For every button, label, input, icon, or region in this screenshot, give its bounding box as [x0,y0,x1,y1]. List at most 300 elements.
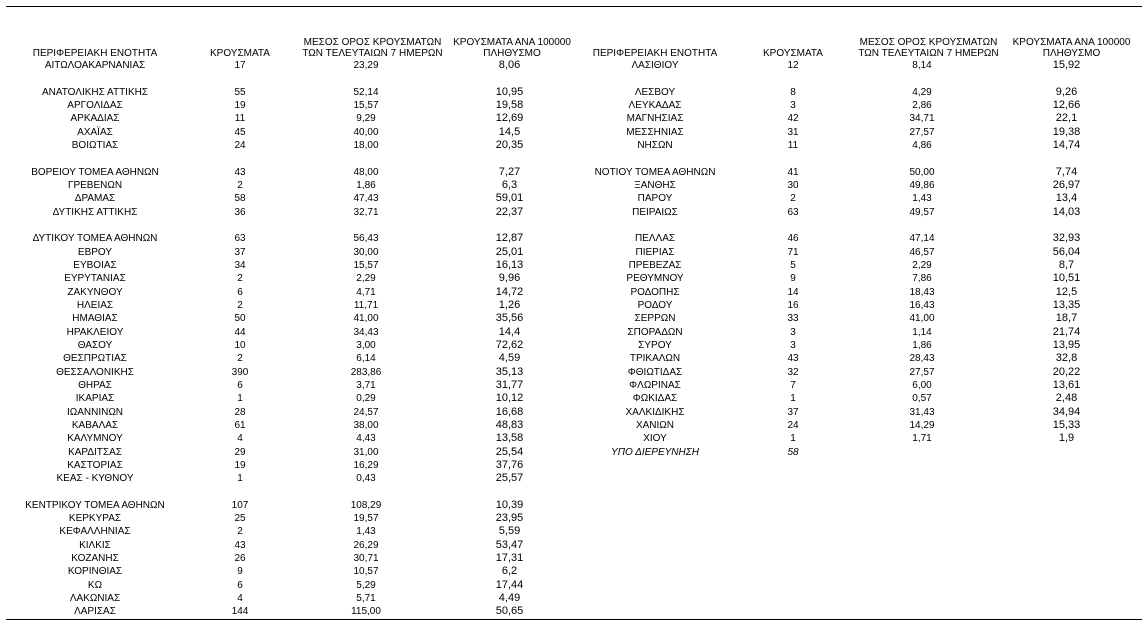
cell-cases: 9 [237,566,243,578]
header-cases-right: ΚΡΟΥΣΜΑΤΑ [763,48,823,59]
cell-per: 16,68 [495,405,524,418]
cell-avg: 18,00 [353,139,379,151]
cell-name: ΚΕΝΤΡΙΚΟΥ ΤΟΜΕΑ ΑΘΗΝΩΝ [25,499,165,511]
cell-name: ΚΕΦΑΛΛΗΝΙΑΣ [59,526,131,538]
header-avg7-left: ΜΕΣΟΣ ΟΡΟΣ ΚΡΟΥΣΜΑΤΩΝ ΤΩΝ ΤΕΛΕΥΤΑΙΩΝ 7 ΗΜΕΡΩΝ [302,37,443,59]
cell-per: 19,58 [495,98,524,111]
cell-name: ΦΛΩΡΙΝΑΣ [629,379,681,391]
table-row [0,552,577,565]
table-row [0,472,577,485]
cell-per: 25,54 [495,445,524,458]
cell-avg [290,219,442,232]
cell-name [0,152,190,165]
cell-name: ΦΩΚΙΔΑΣ [632,393,678,405]
cell-per: 6,3 [501,178,518,191]
table-row [0,246,577,259]
cell-cases: 63 [787,206,799,218]
table-row [0,419,577,432]
cell-avg: 16,29 [353,459,379,471]
cell-cases: 37 [787,406,799,418]
cell-avg: 49,57 [909,206,935,218]
cell-name: ΑΡΚΑΔΙΑΣ [70,113,120,125]
cell-cases: 3 [790,339,796,351]
cell-cases: 19 [234,99,246,111]
table-row [0,512,577,525]
table-row [0,579,577,592]
cell-name: ΔΡΑΜΑΣ [74,193,116,205]
cell-per: 26,97 [1052,178,1081,191]
cell-cases: 12 [787,60,799,71]
cell-name: ΕΥΒΟΙΑΣ [73,259,117,271]
table-row [0,219,577,232]
table-row [0,432,577,445]
table-row [0,206,577,219]
cell-cases: 55 [234,86,246,98]
table-row [570,99,1135,112]
cell-name: ΔΥΤΙΚΗΣ ΑΤΤΙΚΗΣ [52,206,138,218]
cell-cases: 63 [234,233,246,245]
table-row [570,432,1135,445]
cell-per: 14,72 [495,285,524,298]
table-row [0,72,577,85]
table-row [570,126,1135,139]
cell-per: 2,48 [1055,392,1078,405]
cell-per: 8,06 [498,59,521,71]
table-row [570,259,1135,272]
table-row [0,352,577,365]
table-row [570,419,1135,432]
cell-avg: 9,29 [356,113,376,125]
cell-avg: 41,00 [353,313,379,325]
cell-per: 32,93 [1052,232,1081,245]
cell-avg [290,72,442,85]
cell-name: ΕΒΡΟΥ [77,246,113,258]
cell-cases: 43 [234,539,246,551]
header-region-right: ΠΕΡΙΦΕΡΕΙΑΚΗ ΕΝΟΤΗΤΑ [592,48,718,59]
cell-cases: 71 [787,246,799,258]
cell-cases: 32 [787,366,799,378]
cell-cases: 24 [234,139,246,151]
cell-avg: 31,43 [909,406,935,418]
table-row [0,486,577,499]
cell-avg: 1,86 [356,179,376,191]
cell-name: ΗΛΕΙΑΣ [76,299,114,311]
cell-per: 50,65 [495,605,524,618]
cell-per: 12,66 [1052,98,1081,111]
table-row [0,539,577,552]
cell-cases: 16 [787,299,799,311]
cell-avg: 50,00 [909,166,935,178]
cell-per: 13,35 [1052,298,1081,311]
cell-per: 13,58 [495,432,524,445]
cell-name [0,219,190,232]
cell-avg: 6,14 [356,353,376,365]
cell-name: ΥΠΟ ΔΙΕΡΕΥΝΗΣΗ [611,446,699,458]
cell-name: ΦΘΙΩΤΙΔΑΣ [627,366,683,378]
cell-per [442,152,577,165]
cell-avg: 34,43 [353,326,379,338]
cell-name: ΝΗΣΩΝ [637,139,673,151]
cell-avg: 3,71 [356,379,376,391]
table-row [570,139,1135,152]
cell-per [998,446,1135,459]
table-row [570,286,1135,299]
cell-per: 48,83 [495,418,524,431]
cell-name: ΣΥΡΟΥ [638,339,672,351]
header-avg7-right: ΜΕΣΟΣ ΟΡΟΣ ΚΡΟΥΣΜΑΤΩΝ ΤΩΝ ΤΕΛΕΥΤΑΙΩΝ 7 ΗΜΕΡΩΝ [858,37,999,59]
left-table [0,59,577,619]
cell-per: 7,74 [1055,165,1078,178]
cell-per [998,152,1135,165]
table-row [0,192,577,205]
cell-cases: 390 [231,366,249,378]
cell-avg: 27,57 [909,366,935,378]
cell-per: 37,76 [495,458,524,471]
cell-per: 72,62 [495,338,524,351]
cell-name: ΚΕΑΣ - ΚΥΘΝΟΥ [56,473,134,485]
cell-per: 1,26 [498,298,521,311]
cell-avg: 56,43 [353,233,379,245]
cell-name: ΡΟΔΟΠΗΣ [630,286,680,298]
table-row [570,392,1135,405]
cell-per: 34,94 [1052,405,1081,418]
cell-avg: 31,00 [353,446,379,458]
cell-cases: 24 [787,419,799,431]
cell-per: 1,9 [1058,432,1075,445]
cell-cases: 2 [237,526,243,538]
table-row [0,379,577,392]
cell-name: ΠΙΕΡΙΑΣ [635,246,675,258]
cell-avg: 4,86 [912,139,932,151]
cell-name: ΚΑΣΤΟΡΙΑΣ [67,459,123,471]
table-row [0,605,577,618]
cell-avg: 19,57 [353,513,379,525]
cell-avg [290,486,442,499]
cell-name: ΖΑΚΥΝΘΟΥ [67,286,123,298]
cell-cases [740,219,846,232]
cell-avg: 26,29 [353,539,379,551]
cell-avg: 115,00 [351,606,381,618]
cell-per: 9,96 [498,272,521,285]
cell-per: 32,8 [1055,352,1078,365]
table-row [570,366,1135,379]
cell-name: ΘΕΣΠΡΩΤΙΑΣ [63,353,127,365]
cell-name: ΚΟΡΙΝΘΙΑΣ [67,566,123,578]
cell-cases [190,152,290,165]
cell-name: ΚΑΡΔΙΤΣΑΣ [68,446,122,458]
cell-avg: 38,00 [353,419,379,431]
table-row [0,286,577,299]
cell-cases: 26 [234,553,246,565]
cell-per: 10,51 [1052,272,1081,285]
cell-cases: 61 [234,419,246,431]
cell-cases: 25 [234,513,246,525]
table-row [570,326,1135,339]
cell-avg: 16,43 [909,299,935,311]
table-row [0,312,577,325]
cell-avg: 0,57 [912,393,932,405]
cell-cases: 2 [237,273,243,285]
cell-per: 7,27 [498,165,521,178]
cell-per: 8,7 [1058,258,1075,271]
cell-name: ΙΚΑΡΙΑΣ [75,393,115,405]
cell-per: 4,49 [498,592,521,605]
cell-per: 20,35 [495,138,524,151]
table-row [570,152,1135,165]
cell-name: ΚΩ [87,579,103,591]
cell-name: ΘΗΡΑΣ [78,379,112,391]
cell-avg: 2,29 [356,273,376,285]
cell-cases: 1 [237,473,243,485]
cell-avg: 283,86 [350,366,382,378]
cell-name: ΑΙΤΩΛΟΑΚΑΡΝΑΝΙΑΣ [44,60,146,71]
cell-name: ΑΡΓΟΛΙΔΑΣ [67,99,123,111]
table-row [570,246,1135,259]
table-row [0,525,577,538]
cell-avg: 108,29 [350,499,382,511]
cell-name: ΣΕΡΡΩΝ [634,313,676,325]
cell-avg: 2,29 [912,259,932,271]
cell-name: ΚΑΒΑΛΑΣ [71,419,119,431]
table-row [0,366,577,379]
table-row [0,406,577,419]
cell-per: 21,74 [1052,325,1081,338]
cell-per: 25,57 [495,472,524,485]
table-row [570,192,1135,205]
cell-name: ΛΕΣΒΟΥ [634,86,676,98]
cell-name: ΝΟΤΙΟΥ ΤΟΜΕΑ ΑΘΗΝΩΝ [594,166,716,178]
table-row [570,446,1135,459]
cell-per: 9,26 [1055,85,1078,98]
cell-cases: 58 [234,193,246,205]
cell-per: 13,61 [1052,378,1081,391]
cell-avg: 11,71 [353,299,379,311]
table-row [0,459,577,472]
table-row [570,59,1135,72]
cell-cases: 8 [790,86,796,98]
cell-name: ΘΑΣΟΥ [77,339,113,351]
cell-avg [290,152,442,165]
table-row [570,272,1135,285]
cell-name: ΘΕΣΣΑΛΟΝΙΚΗΣ [56,366,134,378]
cell-avg: 41,00 [909,313,935,325]
cell-per: 56,04 [1052,245,1081,258]
cell-avg: 40,00 [353,126,379,138]
cell-cases: 7 [790,379,796,391]
cell-per: 14,5 [498,125,521,138]
cell-name: ΛΕΥΚΑΔΑΣ [628,99,682,111]
cell-cases: 19 [234,459,246,471]
cell-avg: 1,43 [356,526,376,538]
cell-per [442,486,577,499]
cell-cases: 34 [234,259,246,271]
cell-cases [740,72,846,85]
table-row [0,299,577,312]
cell-name: ΕΥΡΥΤΑΝΙΑΣ [64,273,126,285]
cell-avg [846,72,998,85]
cell-avg: 15,57 [353,259,379,271]
cell-per: 59,01 [495,192,524,205]
cell-per: 18,7 [1055,312,1078,325]
cell-cases [190,72,290,85]
cell-name: ΡΕΘΥΜΝΟΥ [626,273,684,285]
cell-avg [846,446,998,459]
cell-avg: 18,43 [909,286,935,298]
cell-per: 14,74 [1052,138,1081,151]
cell-per [998,72,1135,85]
cell-avg: 15,57 [353,99,379,111]
cell-cases: 44 [234,326,246,338]
table-row [0,99,577,112]
cell-avg: 14,29 [909,419,935,431]
cell-name: ΤΡΙΚΑΛΩΝ [629,353,681,365]
cell-name: ΠΕΛΛΑΣ [634,233,676,245]
table-row [0,392,577,405]
cell-avg: 4,43 [356,433,376,445]
cell-per [442,219,577,232]
cell-name: ΜΕΣΣΗΝΙΑΣ [626,126,684,138]
cell-cases: 36 [234,206,246,218]
table-row [0,152,577,165]
cell-avg [846,152,998,165]
cell-cases: 144 [231,606,249,618]
cell-cases: 2 [237,353,243,365]
table-row [0,139,577,152]
table-row [570,112,1135,125]
cell-per: 35,13 [495,365,524,378]
cell-avg: 1,71 [912,433,932,445]
header-cases-left: ΚΡΟΥΣΜΑΤΑ [210,48,270,59]
table-row [570,219,1135,232]
cell-name: ΠΑΡΟΥ [637,193,673,205]
cell-avg: 46,57 [909,246,935,258]
cell-cases: 58 [787,446,799,458]
cell-cases: 5 [790,259,796,271]
cell-name: ΓΡΕΒΕΝΩΝ [67,179,123,191]
cell-per: 4,59 [498,352,521,365]
cell-name: ΚΙΛΚΙΣ [79,539,111,551]
cell-per: 20,22 [1052,365,1081,378]
cell-cases: 28 [234,406,246,418]
table-row [0,179,577,192]
cell-cases: 11 [234,113,246,125]
cell-cases [740,152,846,165]
top-rule [6,6,1142,7]
table-row [0,166,577,179]
cell-per [998,219,1135,232]
cell-cases: 14 [787,286,799,298]
cell-per: 22,37 [495,205,524,218]
cell-name [0,72,190,85]
cell-per: 35,56 [495,312,524,325]
cell-name: ΗΜΑΘΙΑΣ [72,313,118,325]
cell-name: ΧΑΛΚΙΔΙΚΗΣ [625,406,685,418]
table-row [570,179,1135,192]
table-row [0,446,577,459]
cell-cases: 6 [237,579,243,591]
cell-name: ΚΟΖΑΝΗΣ [71,553,119,565]
cell-avg [846,219,998,232]
cell-avg: 24,57 [353,406,379,418]
cell-cases: 4 [237,433,243,445]
cell-avg: 10,57 [353,566,379,578]
cell-name: ΧΙΟΥ [643,433,667,445]
table-row [0,112,577,125]
cell-per [442,72,577,85]
cell-per: 10,95 [495,85,524,98]
cell-avg: 3,00 [356,339,376,351]
cell-name: ΡΟΔΟΥ [637,299,673,311]
cell-cases: 17 [234,60,246,71]
cell-per: 31,77 [495,378,524,391]
cell-cases [190,219,290,232]
cell-name [570,72,740,85]
table-row [0,86,577,99]
cell-avg: 47,14 [909,233,935,245]
cell-per: 10,39 [495,498,524,511]
cell-avg: 4,29 [912,86,932,98]
table-row [570,232,1135,245]
table-row [0,565,577,578]
cell-cases: 11 [787,139,799,151]
cell-avg: 48,00 [353,166,379,178]
cell-cases: 4 [237,593,243,605]
table-row [0,126,577,139]
cell-name [570,152,740,165]
cell-per: 12,69 [495,112,524,125]
cell-cases: 3 [790,326,796,338]
table-row [570,352,1135,365]
cell-avg: 4,71 [356,286,376,298]
cell-name: ΧΑΝΙΩΝ [635,419,675,431]
table-row [570,166,1135,179]
cell-cases: 37 [234,246,246,258]
header-region-left: ΠΕΡΙΦΕΡΕΙΑΚΗ ΕΝΟΤΗΤΑ [32,48,158,59]
cell-avg: 0,43 [356,473,376,485]
cell-name: ΜΑΓΝΗΣΙΑΣ [626,113,684,125]
cell-name: ΙΩΑΝΝΙΝΩΝ [66,406,124,418]
cell-cases: 31 [787,126,799,138]
cell-cases: 6 [237,286,243,298]
cell-cases: 2 [237,179,243,191]
cell-cases: 3 [790,99,796,111]
cell-avg: 47,43 [353,193,379,205]
cell-per: 14,03 [1052,205,1081,218]
cell-cases: 10 [234,339,246,351]
cell-per: 25,01 [495,245,524,258]
cell-cases: 107 [231,499,249,511]
header-per100k-right: ΚΡΟΥΣΜΑΤΑ ΑΝΑ 100000 ΠΛΗΘΥΣΜΟ [1012,37,1131,59]
cell-cases: 2 [237,299,243,311]
cell-cases: 41 [787,166,799,178]
cell-cases: 50 [234,313,246,325]
cell-per: 6,2 [501,565,518,578]
cell-per: 15,92 [1052,59,1081,71]
cell-per: 15,33 [1052,418,1081,431]
cell-name: ΒΟΙΩΤΙΑΣ [71,139,119,151]
cell-avg: 8,14 [912,60,932,71]
cell-avg: 27,57 [909,126,935,138]
cell-avg: 30,71 [353,553,379,565]
cell-avg: 30,00 [353,246,379,258]
cell-avg: 34,71 [909,113,935,125]
cell-per: 14,4 [498,325,521,338]
cell-cases: 30 [787,179,799,191]
table-row [570,86,1135,99]
table-row [0,326,577,339]
cell-cases: 1 [790,433,796,445]
cell-name: ΛΑΚΩΝΙΑΣ [69,593,121,605]
